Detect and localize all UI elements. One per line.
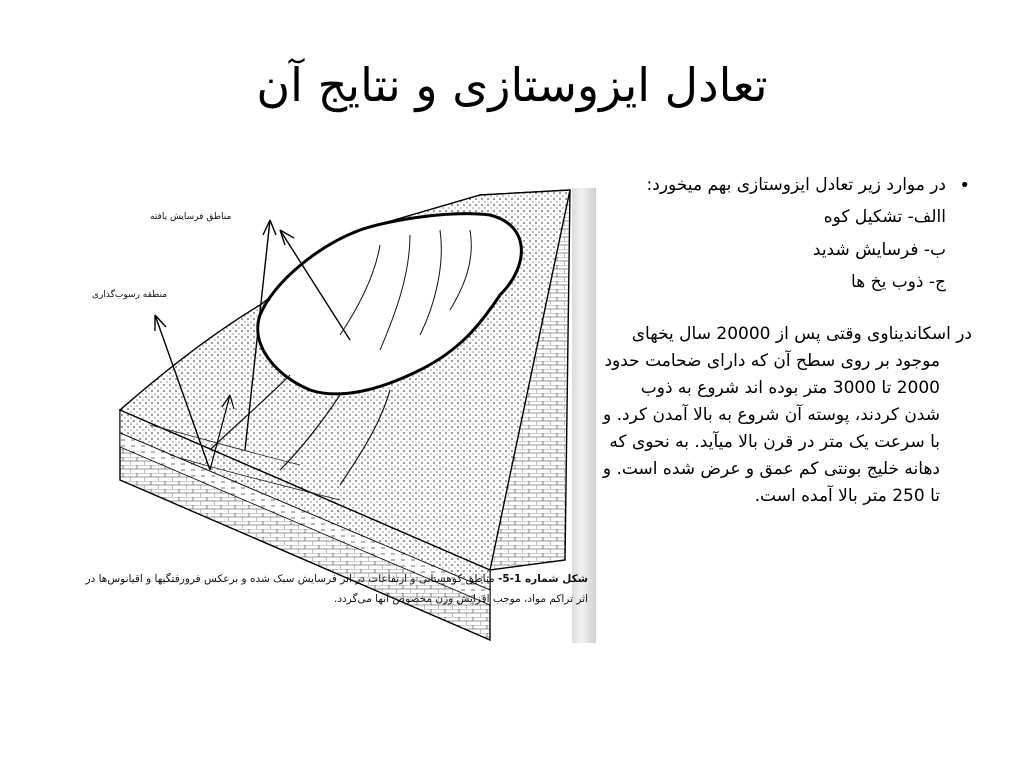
text-column [600,172,972,509]
item-mountain-formation: االف- تشکیل کوه [823,207,946,228]
caption-line-2: اثر تراکم مواد، موجب افزایش وزن مخصوص آنها می‌گردد. [333,592,588,605]
item-severe-erosion: ب- فرسایش شدید [812,239,946,260]
bullet-intro: • در موارد زیر تعادل ایزوستازی بهم میخورد: [600,172,972,198]
label-deposition-zone: منطقه رسوب‌گذاری [92,290,168,300]
caption-figure-number: شکل شماره 1-5- [497,573,588,585]
slide-title: تعادل ایزوستازی و نتایج آن [256,58,768,112]
caption-line-1: شکل شماره 1-5- مناطق کوهستانی و ارتفاعات در اثر فرسایش سبک شده و برعکس فرورفتگیها و اقیانوس‌ها در [85,573,588,585]
label-eroded-zones: مناطق فرسایش یافته [150,212,232,222]
item-ice-melting: ج- ذوب یخ ها [851,272,946,293]
scandinavia-paragraph: در اسکاندیناوی وقتی پس از 20000 سال یخهای موجود بر روی سطح آن که دارای ضحامت حدود 2000 تا 3000 متر بوده اند شروع به ذوب شدن کردند، پوسته آن شروع به بالا آمدن کرد. و با سرعت یک متر در قرن بالا میآید. به نحوی که دهانه خلیج بونتی کم عمق و عرض شده است. و تا 250 متر بالا آمده است. [602,324,972,506]
figure-caption [60,570,588,610]
